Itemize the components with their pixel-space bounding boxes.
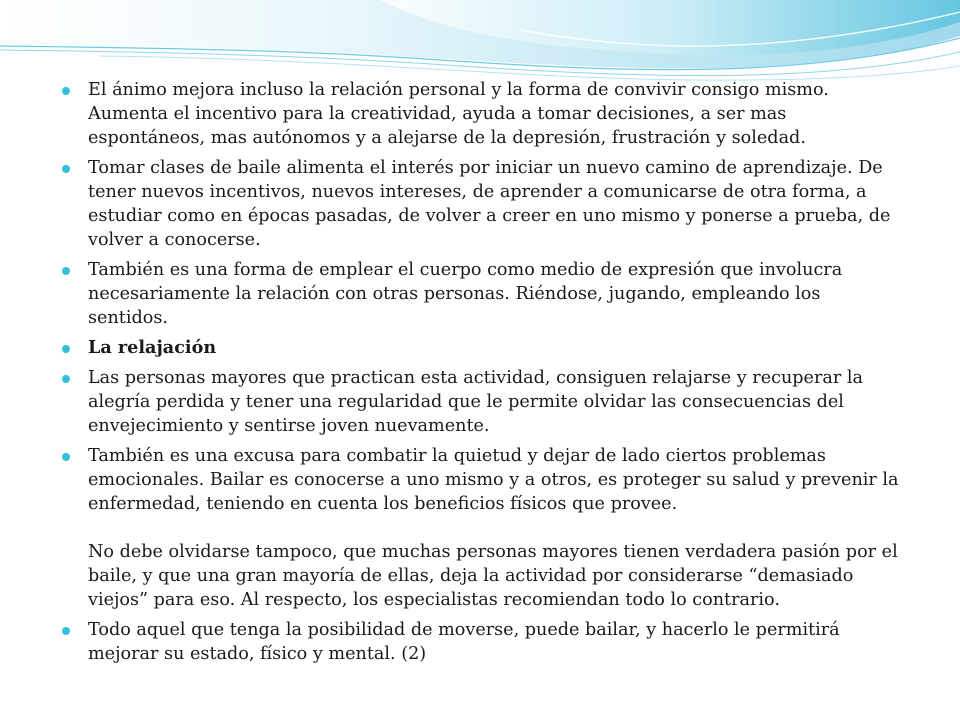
bullet-dot-icon [62, 87, 70, 95]
content-area [62, 78, 902, 672]
bullet-dot-icon [62, 345, 70, 353]
bullet-text: Las personas mayores que practican esta actividad, consiguen relajarse y recuperar la alegría perdida y tener una regularidad que le permite olvidar las consecuencias del envejecimiento y sentirse joven nuevamente. [88, 368, 863, 436]
bullet-text: El ánimo mejora incluso la relación personal y la forma de convivir consigo mismo. Aumenta el incentivo para la creatividad, ayuda a tomar decisiones, a ser mas espontáneos, mas autónomos y a alejarse de la depresión, frustración y soledad. [88, 80, 829, 148]
bullet-dot-icon [62, 267, 70, 275]
bullet-item [62, 444, 902, 612]
bullet-item [62, 618, 902, 666]
bullet-item [62, 78, 902, 150]
bullet-text: También es una excusa para combatir la quietud y dejar de lado ciertos problemas emocionales. Bailar es conocerse a uno mismo y a otros, es proteger su salud y prevenir la enfermedad, teniendo en cuenta los beneficios físicos que provee. [88, 446, 899, 514]
bullet-dot-icon [62, 627, 70, 635]
bullet-text: Todo aquel que tenga la posibilidad de moverse, puede bailar, y hacerlo le permitirá mejorar su estado, físico y mental. (2) [88, 620, 840, 664]
bullet-item [62, 258, 902, 330]
bullet-text: También es una forma de emplear el cuerpo como medio de expresión que involucra necesariamente la relación con otras personas. Riéndose, jugando, empleando los sentidos. [88, 260, 843, 328]
bullet-item [62, 156, 902, 252]
bullet-text: Tomar clases de baile alimenta el interés por iniciar un nuevo camino de aprendizaje. De tener nuevos incentivos, nuevos intereses, de aprender a comunicarse de otra forma, a estudiar como en épocas pasadas, de volver a creer en uno mismo y ponerse a prueba, de volver a conocerse. [88, 158, 891, 250]
section-heading: La relajación [88, 337, 217, 358]
bullet-item [62, 366, 902, 438]
bullet-dot-icon [62, 453, 70, 461]
bullet-item-heading [62, 336, 902, 360]
bullet-continuation-text: No debe olvidarse tampoco, que muchas personas mayores tienen verdadera pasión por el baile, y que una gran mayoría de ellas, deja la actividad por considerarse “demasiado viejos” para eso. Al respecto, los especialistas recomiendan todo lo contrario. [88, 542, 898, 610]
bullet-list [62, 78, 902, 666]
bullet-dot-icon [62, 165, 70, 173]
bullet-dot-icon [62, 375, 70, 383]
